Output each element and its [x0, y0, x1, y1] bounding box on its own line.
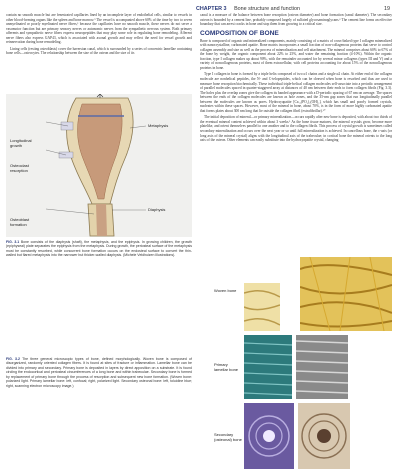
micrograph-secondary-osteonal-2: [298, 403, 350, 469]
caption-label: FIG. 3.1: [6, 240, 20, 244]
label-secondary-osteonal: Secondary (osteonal) bone: [214, 432, 242, 442]
right-column-text: [200, 13, 392, 145]
figure-bone-types: [200, 253, 392, 471]
label-osteoclast: Osteoclast resorption: [10, 163, 29, 173]
label-metaphysis: Metaphysis: [148, 123, 169, 128]
label-primary-lamellar: Primary lamellar bone: [214, 362, 239, 372]
caption-text: Bone consists of the diaphysis (shaft), the metaphysis, and the epiphysis. In growing children, the growth (epiphyseal) plate separates the epiphysis from the metaphysis. During growth, the periosteal surface of the metaphysis must be constantly resorbed, while concurrent bone formation occurs on the endosteal surface to convert the thin-walled but flared metaphysis into the narrower but thicker-walled diaphysis. (Michele Veldhuizen Illustrations).: [6, 240, 192, 258]
label-longitudinal-growth: Longitudinal growth: [10, 138, 32, 148]
figure-bone-growth: [6, 94, 192, 237]
label-osteoblast: Osteoblast formation: [10, 217, 30, 227]
paragraph: Bone is composed of organic and mineralized components, mainly consisting of a matrix of cross-linked type I collagen mineralized with nanocrystalline, carbonated apatite. Bone matrix incorporates a small fraction of non-collagenous proteins that serve to control collagen assembly and size as well as the process of mineralization and cell attachment. The mineral comprises about 60% to 67% of the bone by weight, the organic component about 22% to 25%, and water the remaining fraction (4-10%). Within the organic fraction, type I collagen makes up about 90%, with the remainder accounted for by several minor collagens (types III and V) and a variety of noncollagenous proteins, most of them extracellular, with cell proteins accounting for about 15% of the noncollagenous proteins in bone.: [200, 38, 392, 70]
paragraph: The initial deposition of mineral—or primary mineralization—occurs rapidly after new bone is deposited, with about two thirds of the eventual mineral content achieved within about 3 weeks.¹ As the bone tissue matures, the mineral crystals grow, become more platelike, and orient themselves parallel to one another and to the collagen fibrils. This process of crystal growth is sometimes called secondary mineralization and occurs over the next year or so until full mineralization is achieved. In cancellous bone, the c-axis (or long axis of the mineral crystal) aligns with the longitudinal axis of the trabeculae; in cortical bone the mineral orients to the long axis of the osteon. Other elements can easily substitute into the hydroxyapatite crystal, changing: [200, 115, 392, 143]
micrograph-woven-bone: [244, 283, 280, 331]
section-title: Bone structure and function: [234, 6, 300, 12]
chapter-label: CHAPTER 3: [196, 6, 227, 12]
left-column-text: [6, 13, 192, 58]
micrograph-woven-bone-2: [300, 257, 392, 331]
paragraph: Lining cells (resting osteoblasts) cover the haversian canal, which is surrounded by a series of concentric lamellae containing bone cells—osteocytes. The relationship between the size of the osteon and the size of its: [6, 46, 192, 56]
micrograph-secondary-osteonal-1: [244, 403, 294, 469]
section-heading: COMPOSITION OF BONE: [200, 29, 279, 37]
label-diaphysis: Diaphysis: [148, 207, 166, 212]
paragraph: contain no smooth muscle but are fenestrated capillaries lined by an incomplete layer of endothelial cells, similar to vessels in other blood-forming organs like the spleen and bone marrow.⁹ The vessel is accompanied above 60% of the time by two to seven unmyelinated or poorly myelinated nerve fibers,¹ because the capillaries have no smooth muscle, these nerves do not serve a vasomotor function but are primary sensory nerves or autonomic nerves from the sympathetic nervous system. Both primary afferents and sympathetic nerve fibers express neuropeptides that may play some role in regulating bone remodeling. Afferent nerve fibers also express GAP43, which is associated with axonal growth and may reflect the need for vessel growth and reinnervation during bone remodeling.: [6, 13, 192, 45]
paragraph: Type I collagen in bone is formed by a triple helix composed of two α1 chains and a single α2 chain. At either end of the collagen molecule are nonhelical peptides, the N- and C-telopeptides, which can be cleaved when bone is resorbed and thus are used to measure bone resorption biochemically. These individual triple-helical collagen molecules self-associate into a periodic arrangement of parallel molecules spaced in quarter-staggered array at distances of 40 nm between their ends to form collagen fibrils (Fig. 3.3). The holes plus the overlap zones give the collagen its banded appearance with a D-periodic spacing of 67 nm on average. The spaces between the ends of the collagen molecules are known as hole zones, and the 35-nm gap zones that run longitudinally parallel between the molecules are known as pores. Hydroxyapatite [Ca₁₀(PO₄)₆(OH)₂], which has small and poorly formed crystals, nucleates within these spaces. However, most of the mineral in bone, about 70%, is in the form of more highly carbonated apatite that forms plates about 300 nm long that lie outside the collagen fibril (extrafibrillar).¹⁰: [200, 72, 392, 113]
figure1-caption: [6, 240, 192, 258]
paragraph: canal is a measure of the balance between bone resorption (osteon diameter) and bone formation (canal diameter). The secondary osteon is bounded by a cement line, probably composed largely of sulfated glycosaminoglycans.⁶ The cement line forms an effective boundary that can arrest cracks in bone and stop them from growing to a critical size.: [200, 13, 392, 27]
micrograph-primary-lamellar-1: [244, 335, 292, 399]
figure2-caption: [6, 357, 192, 388]
label-woven-bone: Woven bone: [214, 288, 237, 293]
page-number: 19: [384, 6, 390, 12]
micrograph-primary-lamellar-2: [296, 335, 348, 399]
caption-label: FIG. 3.2: [6, 357, 20, 361]
caption-text: The three general microscopic types of bone, defined morphologically. Woven bone is composed of disorganized, randomly oriented collagen fibers. It is found at sites of fracture or inflammation. Lamellar bone can be divided into primary and secondary. Primary bone is deposited in layers by direct apposition on a substrate. It is found circling the endocortical and periosteal circumferences of a long bone and within trabeculae. Secondary bone is formed by replacement of primary bone through the process of resorption and subsequent new bone formation. (Woven bone: polarized light. Primary lamellar bone: left, confocal; right, polarized light. Secondary osteonal bone: left, toluidine blue; right, scanning electron microscopy image.): [6, 357, 192, 388]
